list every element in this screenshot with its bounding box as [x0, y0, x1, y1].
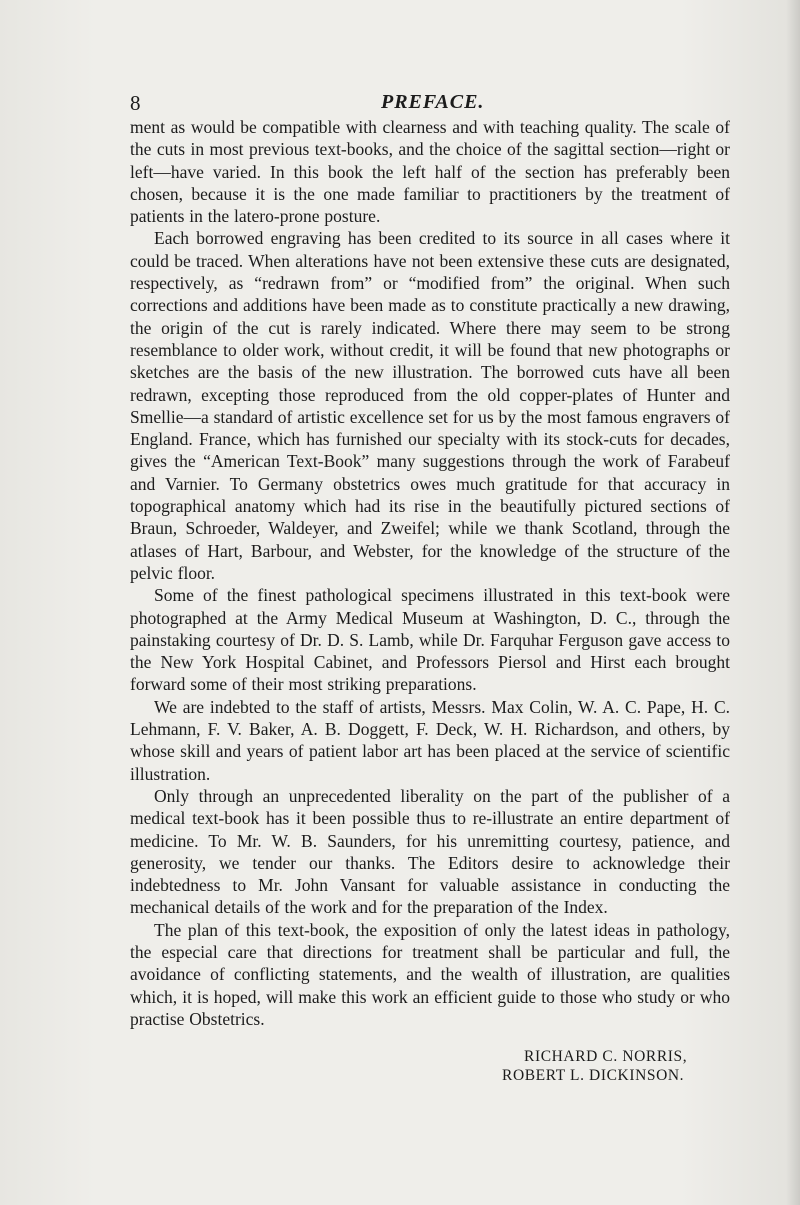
paragraph-artists: We are indebted to the staff of artists, Messrs. Max Colin, W. A. C. Pape, H. C. Lehmann, F. V. Baker, A. B. Doggett, F. Deck, W. H. Richardson, and others, by whose skill and years of patient labor art has been placed at the service of scientific illustration. [130, 696, 730, 784]
paragraph-continuation: ment as would be compatible with clearness and with teaching quality. The scale of the cuts in most previous text-books, and the choice of the sagittal section—right or left—have varied. In this book the left half of the section has preferably been chosen, because it is the one made familiar to practitioners by the treatment of patients in the latero-prone posture. [130, 117, 730, 227]
signature-block [502, 1047, 762, 1085]
preface-body [130, 116, 730, 1030]
paragraph-publisher: Only through an unprecedented liberality on the part of the publisher of a medical text-book has it been possible thus to re-illustrate an entire department of medicine. To Mr. W. B. Saunders, for his unremitting courtesy, patience, and generosity, we tender our thanks. The Editors desire to acknowledge their indebtedness to Mr. John Vansant for valuable assistance in conducting the mechanical details of the work and for the preparation of the Index. [130, 785, 730, 918]
paragraph-specimens: Some of the finest pathological specimens illustrated in this text-book were photographed at the Army Medical Museum at Washington, D. C., through the painstaking courtesy of Dr. D. S. Lamb, while Dr. Farquhar Ferguson gave access to the New York Hospital Cabinet, and Professors Piersol and Hirst each brought forward some of their most striking preparations. [130, 585, 730, 695]
signature-norris: RICHARD C. NORRIS, [524, 1048, 688, 1065]
paragraph-engravings: Each borrowed engraving has been credited to its source in all cases where it could be traced. When alterations have not been extensive these cuts are designated, respectively, as “redrawn from” or “modified from” the original. When such corrections and additions have been made as to constitute practically a new drawing, the origin of the cut is rarely indicated. Where there may seem to be strong resemblance to older work, without credit, it will be found that new photographs or sketches are the basis of the new illustration. The borrowed cuts have all been redrawn, excepting those reproduced from the old copper-plates of Hunter and Smellie—a standard of artistic excellence set for us by the most famous engravers of England. France, which has furnished our specialty with its stock-cuts for decades, gives the “American Text-Book” many suggestions through the work of Farabeuf and Varnier. To Germany obstetrics owes much gratitude for that accuracy in topographical anatomy which had its rise in the beautifully pictured sections of Braun, Schroeder, Waldeyer, and Zweifel; while we thank Scotland, through the atlases of Hart, Barbour, and Webster, for the knowledge of the structure of the pelvic floor. [130, 228, 730, 583]
page-edge-shadow [786, 0, 800, 1205]
running-title: PREFACE. [381, 91, 485, 113]
paragraph-plan: The plan of this text-book, the exposition of only the latest ideas in pathology, the especial care that directions for treatment shall be particular and full, the avoidance of conflicting statements, and the wealth of illustration, are qualities which, it is hoped, will make this work an efficient guide to those who study or who practise Obstetrics. [130, 919, 730, 1029]
signature-dickinson: ROBERT L. DICKINSON. [502, 1067, 685, 1084]
page-number: 8 [130, 91, 141, 115]
